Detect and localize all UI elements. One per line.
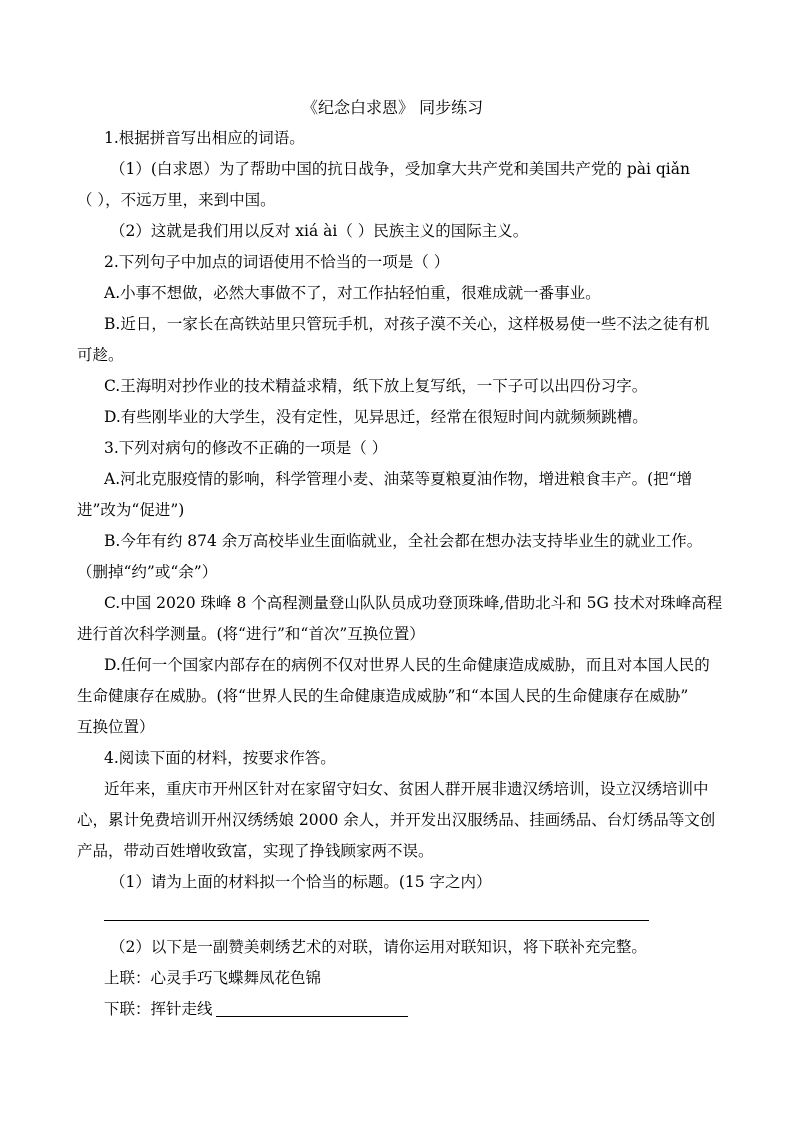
q3-option-b-line2: （删掉“约”或“余”） — [77, 563, 218, 581]
couplet-lower: 下联：挥针走线 — [104, 1000, 213, 1018]
q2-option-b-line1: B.近日，一家长在高铁站里只管玩手机，对孩子漠不关心，这样极易使一些不法之徒有机 — [104, 315, 710, 333]
q3-option-b-line1: B.今年有约 874 余万高校毕业生面临就业，全社会都在想办法支持毕业生的就业工作。 — [104, 532, 703, 550]
q2-option-c: C.王海明对抄作业的技术精益求精，纸下放上复写纸，一下子可以出四份习字。 — [104, 377, 648, 395]
q3-option-d-line1: D.任何一个国家内部存在的病例不仅对世界人民的生命健康造成威胁，而且对本国人民的 — [104, 656, 710, 674]
q4-sub2: （2）以下是一副赞美刺绣艺术的对联，请你运用对联知识，将下联补充完整。 — [110, 938, 647, 956]
q2-option-d: D.有些刚毕业的大学生，没有定性，见异思迁，经常在很短时间内就频频跳槽。 — [104, 408, 648, 426]
page-title: 《纪念白求恩》 同步练习 — [302, 98, 484, 117]
q2-option-a: A.小事不想做，必然大事做不了，对工作拈轻怕重，很难成就一番事业。 — [104, 284, 601, 302]
q1-sub2: （2）这就是我们用以反对 xiá ài（ ）民族主义的国际主义。 — [110, 222, 529, 240]
q3-option-c-line2: 进行首次科学测量。(将“进行”和“首次”互换位置） — [77, 625, 425, 643]
title-answer-line[interactable] — [104, 920, 649, 921]
q3-option-a-line1: A.河北克服疫情的影响，科学管理小麦、油菜等夏粮夏油作物，增进粮食丰产。(把“增 — [104, 470, 693, 488]
q4-sub1: （1）请为上面的材料拟一个恰当的标题。(15 字之内） — [110, 873, 492, 891]
q3-stem: 3.下列对病句的修改不正确的一项是（ ） — [104, 439, 388, 457]
q3-option-a-line2: 进”改为“促进”) — [77, 501, 185, 519]
q4-passage-line1: 近年来，重庆市开州区针对在家留守妇女、贫困人群开展非遗汉绣培训，设立汉绣培训中 — [104, 780, 709, 798]
q3-option-d-line2: 生命健康存在威胁。(将“世界人民的生命健康造成威胁”和“本国人民的生命健康存在威胁” — [77, 687, 689, 705]
q1-sub1-line2: （ ），不远万里，来到中国。 — [77, 191, 276, 209]
q1-stem: 1.根据拼音写出相应的词语。 — [104, 129, 305, 147]
q4-passage-line3: 产品，带动百姓增收致富，实现了挣钱顾家两不误。 — [77, 842, 434, 860]
q2-stem: 2.下列句子中加点的词语使用不恰当的一项是（ ） — [104, 253, 450, 271]
q3-option-c-line1: C.中国 2020 珠峰 8 个高程测量登山队队员成功登顶珠峰,借助北斗和 5G 技术对珠峰高程 — [104, 594, 723, 612]
q3-option-d-line3: 互换位置） — [77, 718, 155, 736]
q1-sub1-line1: （1）(白求恩）为了帮助中国的抗日战争，受加拿大共产党和美国共产党的 pài qiǎn — [110, 160, 690, 178]
q4-passage-line2: 心，累计免费培训开州汉绣绣娘 2000 余人，并开发出汉服绣品、挂画绣品、台灯绣品等文创 — [77, 811, 716, 829]
couplet-upper: 上联：心灵手巧飞蝶舞凤花色锦 — [104, 969, 322, 987]
q4-stem: 4.阅读下面的材料，按要求作答。 — [104, 749, 336, 767]
q2-option-b-line2: 可趁。 — [77, 346, 124, 364]
couplet-answer-line[interactable] — [216, 1016, 408, 1017]
